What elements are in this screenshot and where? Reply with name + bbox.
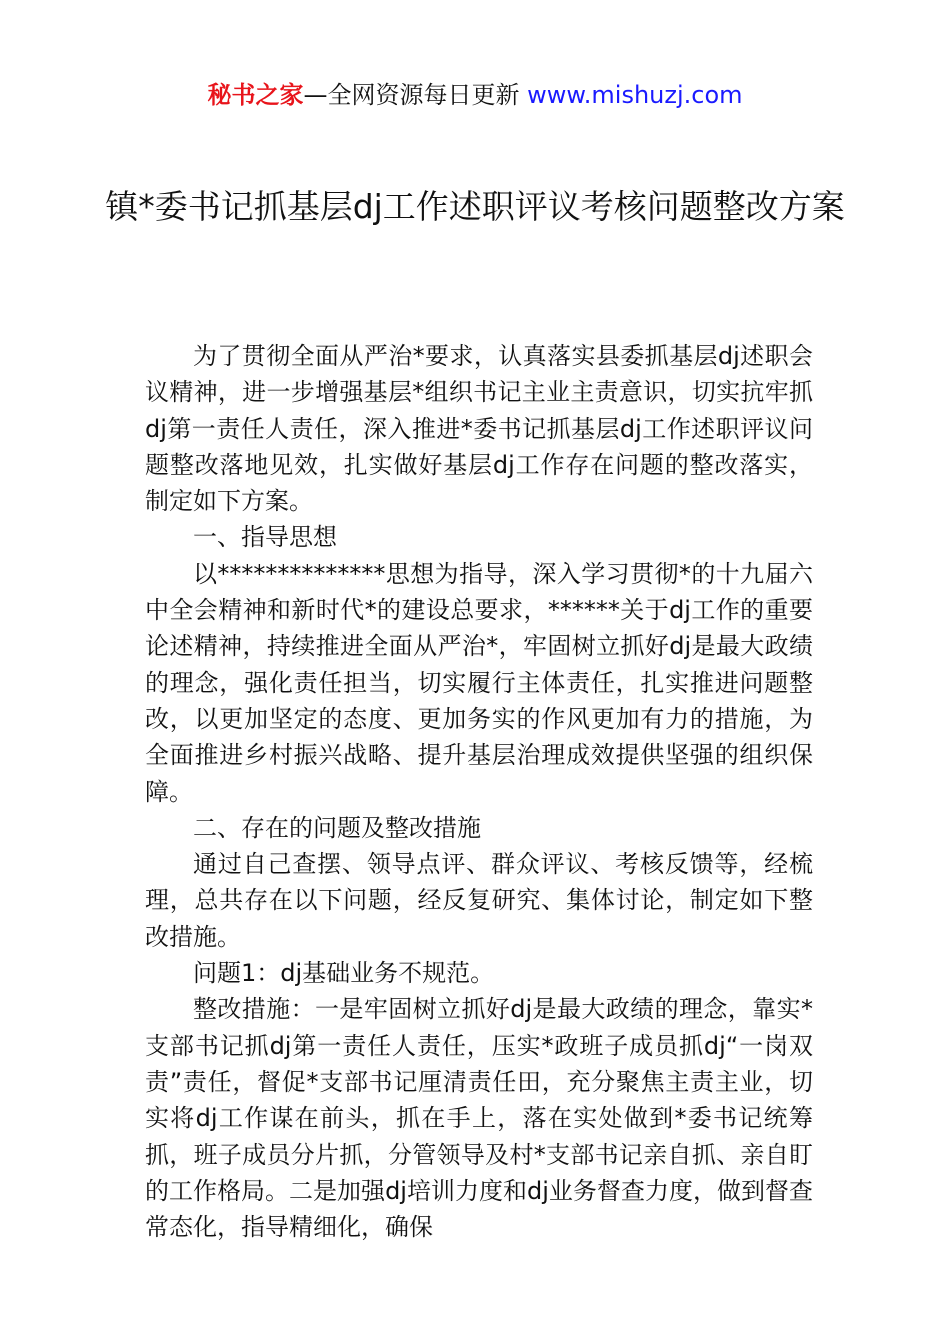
- problems-intro-paragraph: 通过自己查摆、领导点评、群众评议、考核反馈等，经梳理，总共存在以下问题，经反复研究、集体讨论，制定如下整改措施。: [145, 850, 813, 951]
- document-body: [145, 338, 813, 1245]
- site-header: [0, 80, 950, 110]
- site-url-link[interactable]: www.mishuzj.com: [527, 81, 743, 109]
- problem-heading: 问题1：dj基础业务不规范。: [193, 959, 495, 988]
- site-brand: 秘书之家: [207, 81, 304, 109]
- intro-paragraph: 为了贯彻全面从严治*要求，认真落实县委抓基层dj述职会议精神，进一步增强基层*组织书记主业主责意识，切实抗牢抓dj第一责任人责任，深入推进*委书记抓基层dj工作述职评议问题整改落地见效，扎实做好基层dj工作存在问题的整改落实，制定如下方案。: [145, 342, 813, 516]
- guiding-thought-paragraph: 以**************思想为指导，深入学习贯彻*的十九届六中全会精神和新时代*的建设总要求，******关于dj工作的重要论述精神，持续推进全面从严治*，牢固树立抓好dj是最大政绩的理念，强化责任担当，切实履行主体责任，扎实推进问题整改，以更加坚定的态度、更加务实的作风更加有力的措施，为全面推进乡村振兴战略、提升基层治理成效提供坚强的组织保障。: [145, 559, 813, 806]
- site-tagline: —全网资源每日更新: [303, 81, 520, 109]
- section-heading: 一、指导思想: [193, 523, 337, 552]
- measures-paragraph: 整改措施：一是牢固树立抓好dj是最大政绩的理念，靠实*支部书记抓dj第一责任人责任，压实*政班子成员抓dj“一岗双责”责任，督促*支部书记厘清责任田，充分聚焦主责主业，切实将dj工作谋在前头，抓在手上，落在实处做到*委书记统筹抓，班子成员分片抓，分管领导及村*支部书记亲自抓、亲自盯的工作格局。二是加强dj培训力度和dj业务督查力度，做到督查常态化，指导精细化，确保: [145, 995, 813, 1242]
- document-title: 镇*委书记抓基层dj工作述职评议考核问题整改方案: [105, 187, 845, 226]
- section-heading: 二、存在的问题及整改措施: [193, 813, 481, 842]
